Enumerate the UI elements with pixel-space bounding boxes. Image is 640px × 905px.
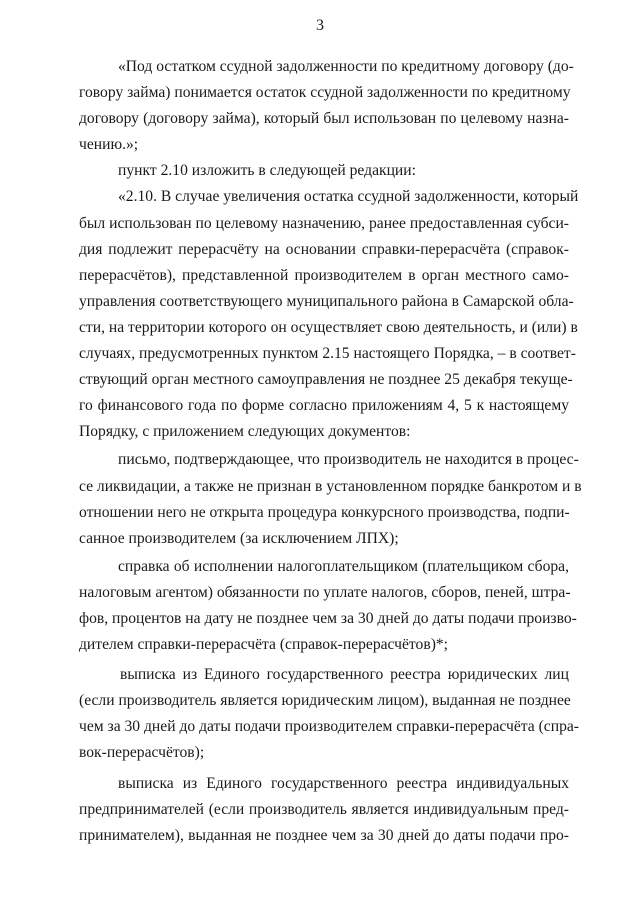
text-line: был использован по целевому назначению, ранее предоставленная субси- (79, 214, 569, 232)
text-line: справка об исполнении налогоплательщиком (плательщиком сбора, (118, 557, 569, 575)
text-line: вок-перерасчётов); (79, 744, 205, 762)
text-line: «Под остатком ссудной задолженности по кредитному договору (до- (118, 58, 574, 75)
text-line: налоговым агентом) обязанности по уплате налогов, сборов, пеней, штра- (79, 583, 571, 601)
text-line: говору займа) понимается остаток ссудной задолженности по кредитному (79, 84, 571, 102)
text-line: чем за 30 дней до даты подачи производителем справки-перерасчёта (спра- (79, 718, 579, 736)
text-line: отношении него не открыта процедура конкурсного производства, подпи- (79, 503, 570, 521)
document-body (79, 54, 582, 849)
text-line: письмо, подтверждающее, что производитель не находится в процес- (118, 451, 579, 469)
text-line: дия подлежит перерасчёту на основании справки-перерасчёта (справок- (79, 240, 569, 258)
text-line: Порядку, с приложением следующих документов: (79, 423, 411, 441)
text-line: случаях, предусмотренных пунктом 2.15 настоящего Порядка, – в соответ- (79, 345, 576, 363)
text-line: чению.»; (79, 136, 139, 154)
text-line: го финансового года по форме согласно приложениям 4, 5 к настоящему (79, 397, 569, 415)
text-line: «2.10. В случае увеличения остатка ссудной задолженности, который (118, 188, 579, 206)
text-line: выписка из Единого государственного реестра юридических лиц (120, 666, 569, 684)
text-line: се ликвидации, а также не признан в установленном порядке банкротом и в (79, 477, 582, 495)
text-line: ствующий орган местного самоуправления не позднее 25 декабря текуще- (79, 371, 573, 389)
page-number: 3 (316, 17, 324, 34)
text-line: сти, на территории которого он осуществляет свою деятельность, и (или) в (79, 318, 578, 336)
text-line: договору (договору займа), который был использован по целевому назна- (79, 110, 569, 128)
text-line: управления соответствующего муниципального района в Самарской обла- (79, 292, 574, 310)
text-line: дителем справки-перерасчёта (справок-перерасчётов)*; (79, 636, 449, 654)
text-line: (если производитель является юридическим лицом), выданная не позднее (79, 692, 571, 710)
text-line: предпринимателей (если производитель является индивидуальным пред- (79, 800, 569, 818)
text-line: фов, процентов на дату не позднее чем за 30 дней до даты подачи произво- (79, 609, 577, 627)
text-line: принимателем), выданная не позднее чем за 30 дней до даты подачи про- (79, 826, 569, 844)
text-line: пункт 2.10 изложить в следующей редакции: (118, 162, 416, 180)
text-line: санное производителем (за исключением ЛПХ); (79, 529, 399, 547)
text-line: выписка из Единого государственного реестра индивидуальных (118, 774, 569, 792)
text-line: перерасчётов), представленной производителем в орган местного само- (79, 266, 569, 284)
